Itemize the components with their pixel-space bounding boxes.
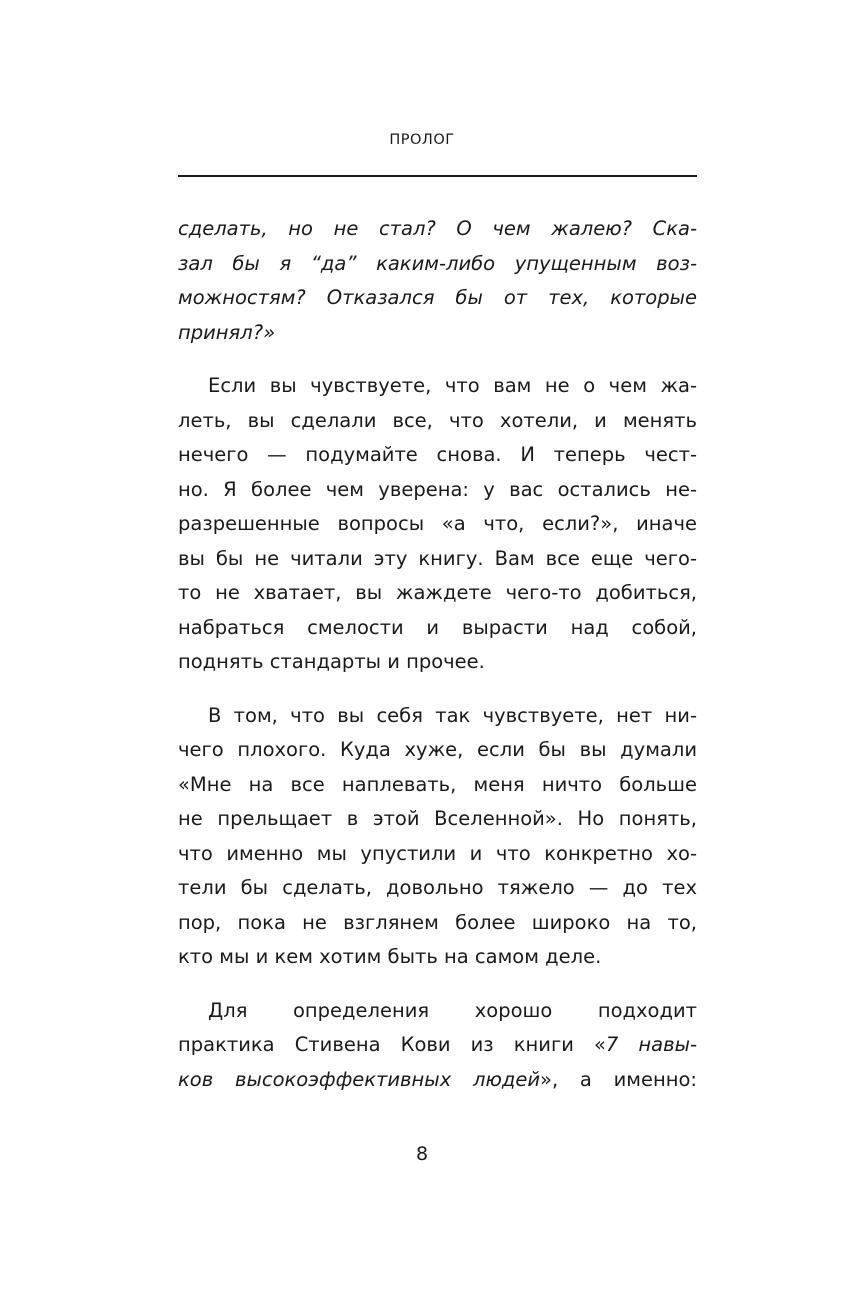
page-number: 8: [415, 1143, 429, 1165]
text-line: пор, пока не взглянем более широко на то,: [178, 910, 697, 934]
text-line: сделать, но не стал? О чем жалею? Ска-: [178, 217, 697, 240]
text-line: что именно мы упустили и что конкретно хо-: [178, 841, 697, 865]
text-line: кто мы и кем хотим быть на самом деле.: [178, 945, 602, 968]
paragraph-4: [178, 994, 697, 1098]
header-rule: [178, 175, 697, 177]
text-line: набраться смелости и вырасти над собой,: [178, 615, 697, 639]
text-line: чего плохого. Куда хуже, если бы вы думали: [178, 738, 697, 761]
text-line: зал бы я “да” каким-либо упущенным воз-: [178, 251, 697, 275]
text-line: не прельщает в этой Вселенной». Но понять,: [178, 807, 697, 830]
text-line: вы бы не читали эту книгу. Вам все еще чего-: [178, 546, 697, 570]
text-line: [178, 1063, 697, 1098]
paragraph-1: [178, 212, 697, 350]
text-line: но. Я более чем уверена: у вас остались не-: [178, 477, 697, 501]
text-line: разрешенные вопросы «а что, если?», иначе: [178, 512, 697, 535]
text-line: леть, вы сделали все, что хотели, и менять: [178, 408, 697, 432]
text-line: В том, что вы себя так чувствуете, нет ни-: [208, 703, 697, 727]
paragraph-2: [178, 369, 697, 680]
text-line: можностям? Отказался бы от тех, которые: [178, 286, 697, 309]
text-line: нечего — подумайте снова. И теперь чест-: [178, 443, 697, 466]
text-line: «Мне на все наплевать, меня ничто больше: [178, 772, 697, 796]
page-body: [178, 212, 697, 1097]
book-title-text: 7 навы-: [605, 1033, 697, 1056]
text-line: [178, 1028, 697, 1063]
text-run: практика Стивена Кови из книги «: [178, 1033, 606, 1056]
text-line: тели бы сделать, довольно тяжело — до тех: [178, 876, 697, 899]
text-line: поднять стандарты и прочее.: [178, 650, 485, 673]
paragraph-3: [178, 699, 697, 975]
paragraph-gap: [178, 975, 697, 994]
book-title-text: ков высокоэффективных людей: [178, 1067, 541, 1091]
text-run: », а именно:: [540, 1067, 697, 1091]
paragraph-gap: [178, 680, 697, 699]
paragraph-gap: [178, 350, 697, 369]
text-line: принял?»: [178, 320, 276, 344]
text-run: Для определения хорошо подходит: [208, 998, 697, 1022]
running-header: ПРОЛОГ: [389, 132, 455, 148]
text-line: то не хватает, вы жаждете чего-то добиться,: [178, 581, 697, 604]
text-line: Если вы чувствуете, что вам не о чем жа-: [208, 374, 697, 397]
text-line: [178, 994, 697, 1029]
